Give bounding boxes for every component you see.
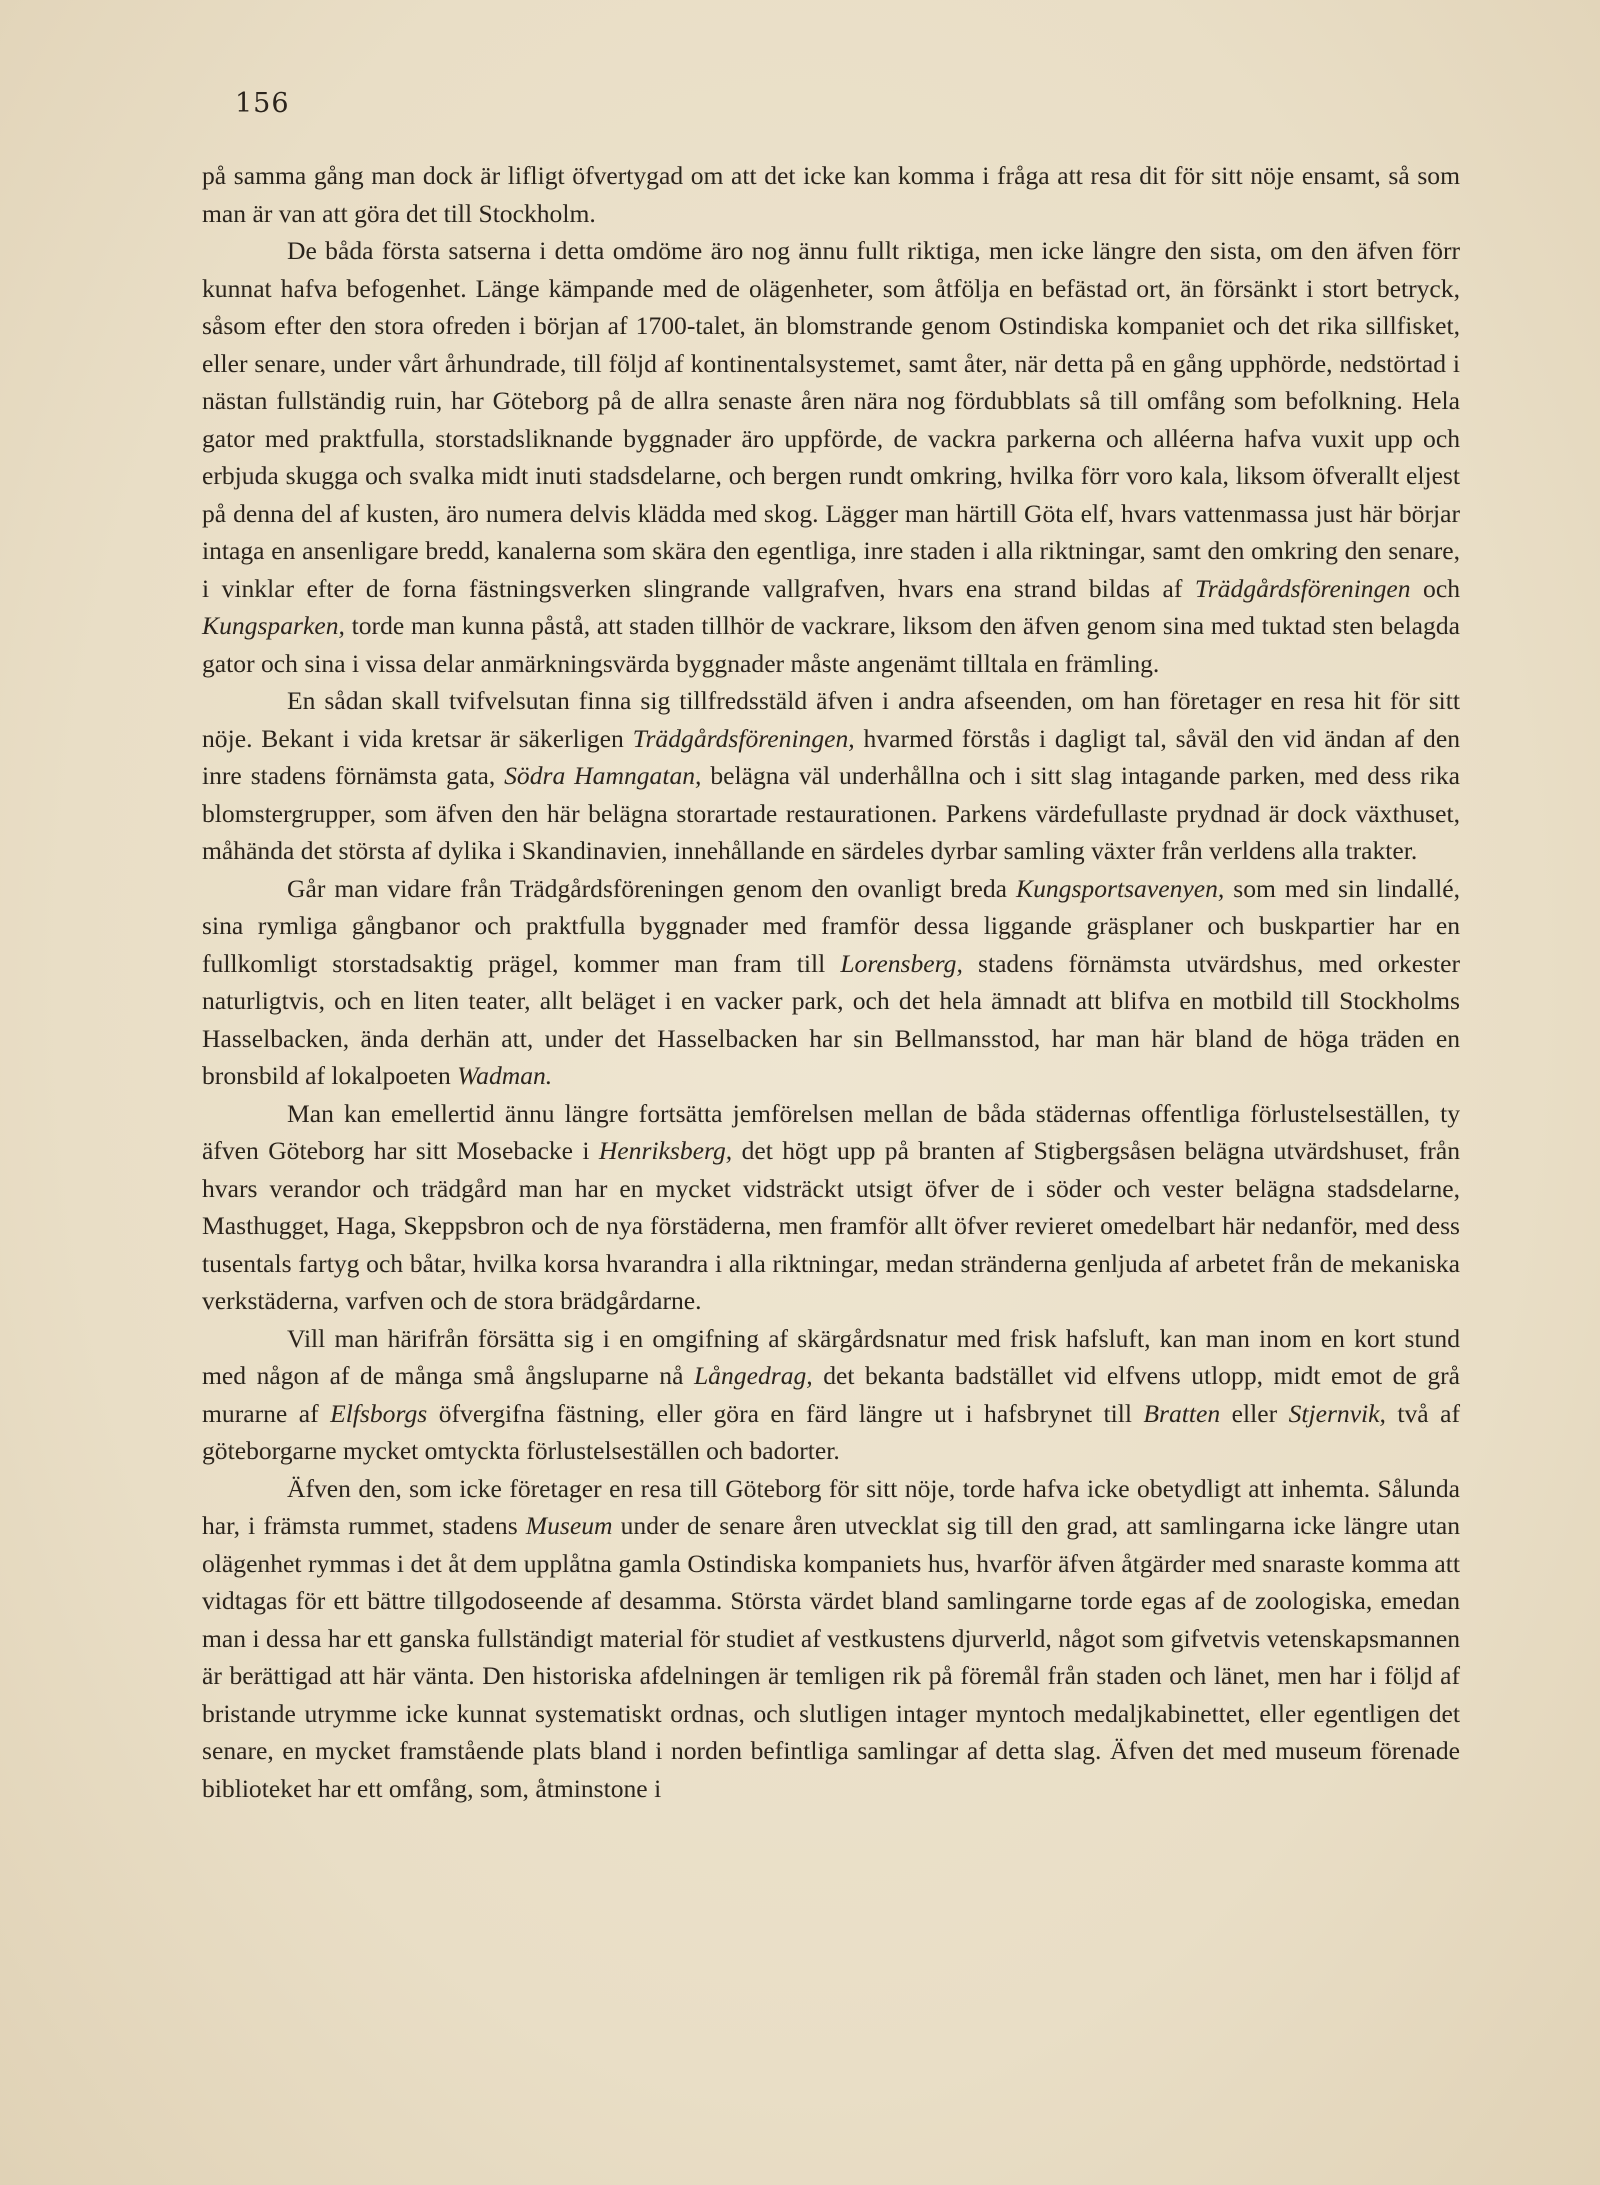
paragraph xyxy=(202,232,1460,682)
text-run: hvarmed förstås i dagligt tal, såväl den vid ändan af den inre stadens förnämsta gata, xyxy=(202,723,1460,790)
body-text xyxy=(202,157,1460,1807)
italic-name: Henriksberg, xyxy=(598,1136,733,1165)
text-run: De båda första satserna i detta omdöme äro nog ännu fullt riktiga, men icke längre den sista, om den äfven förr kunnat hafva befogenhet. Länge kämpande med de olägenheter, som åtfölja en befästad ort, än försänkt i stort betryck, såsom efter den stora ofreden i början af 1700-talet, än blomstrande genom Ostindiska kompaniet och det rika sillfisket, eller senare, under vårt århundrade, till följd af kontinentalsystemet, samt åter, när detta på en gång upphörde, nedstörtad i nästan fullständig ruin, har Göteborg på de allra senaste åren nära nog fördubblats så till omfång som befolkning. Hela gator med praktfulla, storstadsliknande byggnader äro uppförde, de vackra parkerna och alléerna hafva vuxit upp och erbjuda skugga och svalka midt inuti stadsdelarne, och bergen rundt omkring, hvilka förr voro kala, liksom öfverallt eljest på denna del af kusten, äro numera delvis klädda med skog. Lägger man härtill Göta elf, hvars vattenmassa just här börjar intaga en ansenligare bredd, kanalerna som skära den egentliga, inre staden i alla riktningar, samt den omkring den senare, i vinklar efter de forna fästningsverken slingrande vallgrafven, hvars ena strand bildas af xyxy=(202,236,1460,603)
text-run: Går man vidare från Trädgårdsföreningen genom den ovanligt breda xyxy=(287,873,1017,903)
text-run: stadens förnämsta utvärdshus, med orkester naturligtvis, och en liten teater, allt beläget i en vacker park, och det hela ämnadt att blifva en motbild till Stockholms Hasselbacken, ända derhän att, under det Hasselbacken har sin Bellmansstod, har man här bland de höga träden en bronsbild af lokalpoeten xyxy=(202,948,1461,1090)
text-run: två af göteborgarne mycket omtyckta förlustelseställen och badorter. xyxy=(202,1398,1460,1465)
text-run: eller xyxy=(1220,1398,1289,1428)
text-run: torde man kunna påstå, att staden tillhör de vackrare, liksom den äfven genom sina med tuktad sten belagda gator och sina i vissa delar anmärkningsvärda byggnader måste angenämt tilltala en främling. xyxy=(202,611,1460,678)
italic-name: Långedrag, xyxy=(693,1361,813,1390)
italic-name: Elfsborgs xyxy=(330,1398,428,1428)
text-run: det bekanta badstället vid elfvens utlopp, midt emot de grå murarne af xyxy=(202,1361,1461,1428)
italic-name: Trädgårdsföreningen, xyxy=(632,723,855,753)
italic-name: Södra Hamngatan, xyxy=(504,761,702,790)
paragraph xyxy=(202,1320,1460,1470)
text-run: Vill man härifrån försätta sig i en omgifning af skärgårdsnatur med frisk hafsluft, kan man inom en kort stund med någon af de många små ångsluparne nå xyxy=(202,1323,1460,1390)
paragraph xyxy=(202,870,1460,1095)
italic-name: Kungsparken, xyxy=(202,611,345,640)
text-run: under de senare åren utvecklat sig till den grad, att samlingarna icke längre utan olägenhet rymmas i det åt dem upplåtna gamla Ostindiska kompaniets hus, hvarför äfven åtgärder med snaraste komma att vidtagas för ett bättre tillgodoseende af desamma. Största värdet bland samlingarne torde egas af de zoologiska, emedan man i dessa har ett ganska fullständigt material för studiet af vestkustens djurverld, något som gifvetvis vetenskapsmannen är berättigad att här vänta. Den historiska afdelningen är temligen rik på föremål från staden och länet, men har i följd af bristande utrymme icke kunnat systematiskt ordnas, och slutligen intager myntoch medaljkabinettet, eller egentligen det senare, en mycket framstående plats bland i norden befintliga samlingar af detta slag. Äfven det med museum förenade biblioteket har ett omfång, som, åtminstone i xyxy=(202,1511,1461,1803)
page-number: 156 xyxy=(235,88,290,119)
text-run: Äfven den, som icke företager en resa till Göteborg för sitt nöje, torde hafva icke obetydligt att inhemta. Sålunda har, i främsta rummet, stadens xyxy=(202,1473,1460,1540)
paragraph xyxy=(202,1470,1460,1808)
italic-name: Wadman. xyxy=(457,1061,553,1090)
text-run: En sådan skall tvifvelsutan finna sig tillfredsstäld äfven i andra afseenden, om han företager en resa hit för sitt nöje. Bekant i vida kretsar är säkerligen xyxy=(202,686,1460,753)
text-run: Man kan emellertid ännu längre fortsätta jemförelsen mellan de båda städernas offentliga förlustelseställen, ty äfven Göteborg har sitt Mosebacke i xyxy=(202,1098,1460,1165)
text-run: det högt upp på branten af Stigbergsåsen belägna utvärdshuset, från hvars verandor och trädgård man har en mycket vidsträckt utsigt öfver de i söder och vester belägna stadsdelarne, Masthugget, Haga, Skeppsbron och de nya förstäderna, men framför allt öfver revieret omedelbart här nedanför, med dess tusentals fartyg och båtar, hvilka korsa hvarandra i alla riktningar, medan stränderna genljuda af arbetet från de mekaniska verkstäderna, varfven och de stora brädgårdarne. xyxy=(202,1136,1460,1315)
italic-name: Kungsportsavenyen, xyxy=(1016,873,1225,903)
text-run: öfvergifna fästning, eller göra en färd längre ut i hafsbrynet till xyxy=(427,1398,1144,1428)
paragraph xyxy=(202,1095,1460,1320)
italic-name: Museum xyxy=(525,1511,613,1540)
italic-name: Lorensberg, xyxy=(840,948,963,978)
text-run: som med sin lindallé, sina rymliga gångbanor och praktfulla byggnader med framför dessa liggande gräsplaner och buskpartier har en fullkomligt storstadsaktig prägel, kommer man fram till xyxy=(202,873,1460,978)
paragraph xyxy=(202,157,1460,232)
italic-name: Stjernvik, xyxy=(1288,1398,1386,1428)
italic-name: Bratten xyxy=(1143,1398,1221,1428)
text-run: belägna väl underhållna och i sitt slag intagande parken, med dess rika blomstergrupper, som äfven den här belägna storartade restaurationen. Parkens värdefullaste prydnad är dock växthuset, måhända det största af dylika i Skandinavien, innehållande en särdeles dyrbar samling växter från verldens alla trakter. xyxy=(202,761,1460,865)
text-run: och xyxy=(1410,573,1460,603)
paragraph xyxy=(202,682,1460,870)
italic-name: Trädgårdsföreningen xyxy=(1194,573,1411,603)
text-run: på samma gång man dock är lifligt öfvertygad om att det icke kan komma i fråga att resa dit för sitt nöje ensamt, så som man är van att göra det till Stockholm. xyxy=(202,161,1460,228)
